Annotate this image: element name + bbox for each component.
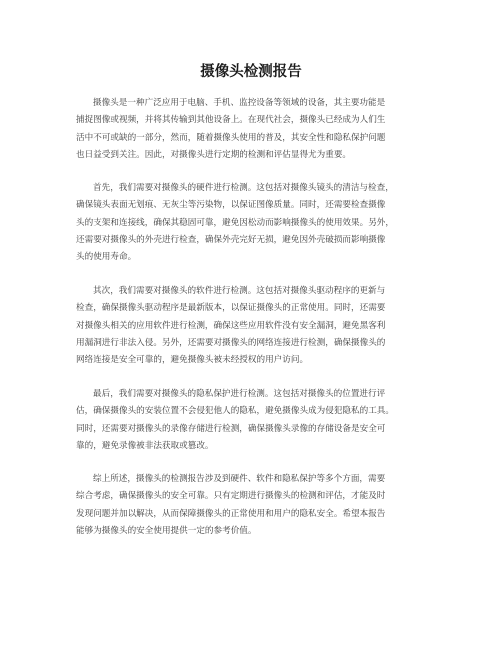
paragraph-line: 发现问题并加以解决，从而保障摄像头的正常使用和用户的隐私安全。希望本报告 [76, 508, 386, 519]
document-title: 摄像头检测报告 [200, 64, 302, 80]
paragraph-line: 还需要对摄像头的外壳进行检查，确保外壳完好无损，避免因外壳破损而影响摄像 [76, 234, 386, 245]
paragraph-conclusion [76, 471, 432, 540]
paragraph-intro [76, 95, 432, 164]
paragraph-line: 检查，确保摄像头驱动程序是最新版本，以保证摄像头的正常使用。同时，还需要 [76, 303, 386, 314]
paragraph-line: 用漏洞进行非法入侵。另外，还需要对摄像头的网络连接进行检测，确保摄像头的 [76, 337, 386, 348]
paragraph-line: 头的使用寿命。 [76, 252, 137, 263]
paragraph-line: 其次，我们需要对摄像头的软件进行检测。这包括对摄像头驱动程序的更新与 [93, 286, 386, 296]
paragraph-line: 综合考虑，确保摄像头的安全可靠。只有定期进行摄像头的检测和评估，才能及时 [76, 491, 386, 502]
paragraph-line: 活中不可或缺的一部分，然而，随着摄像头使用的普及，其安全性和隐私保护问题 [76, 132, 386, 143]
paragraph-line: 也日益受到关注。因此，对摄像头进行定期的检测和评估显得尤为重要。 [76, 149, 352, 160]
paragraph-line: 首先，我们需要对摄像头的硬件进行检测。这包括对摄像头镜头的清洁与检查， [93, 183, 394, 193]
paragraph-software [76, 283, 432, 369]
paragraph-line: 能够为摄像头的安全使用提供一定的参考价值。 [76, 525, 257, 536]
paragraph-privacy [76, 386, 432, 455]
paragraph-line: 网络连接是安全可靠的，避免摄像头被未经授权的用户访问。 [76, 355, 309, 366]
paragraph-line: 靠的，避免录像被非法获取或篡改。 [76, 440, 214, 451]
paragraph-line: 捕捉图像或视频，并将其传输到其他设备上。在现代社会，摄像头已经成为人们生 [76, 115, 386, 126]
paragraph-line: 头的支架和连接线，确保其稳固可靠，避免因松动而影响摄像头的使用效果。另外， [76, 217, 394, 228]
paragraph-line: 最后，我们需要对摄像头的隐私保护进行检测。这包括对摄像头的位置进行评 [93, 389, 386, 399]
paragraph-line: 估，确保摄像头的安装位置不会侵犯他人的隐私，避免摄像头成为侵犯隐私的工具。 [76, 406, 394, 417]
paragraph-hardware [76, 180, 432, 266]
paragraph-line: 综上所述，摄像头的检测报告涉及到硬件、软件和隐私保护等多个方面，需要 [93, 474, 386, 484]
paragraph-line: 确保镜头表面无划痕、无灰尘等污染物，以保证图像质量。同时，还需要检查摄像 [76, 200, 386, 211]
paragraph-line: 对摄像头相关的应用软件进行检测，确保这些应用软件没有安全漏洞，避免黑客利 [76, 320, 386, 331]
paragraph-line: 摄像头是一种广泛应用于电脑、手机、监控设备等领域的设备，其主要功能是 [93, 98, 386, 108]
paragraph-line: 同时，还需要对摄像头的录像存储进行检测，确保摄像头录像的存储设备是安全可 [76, 423, 386, 434]
